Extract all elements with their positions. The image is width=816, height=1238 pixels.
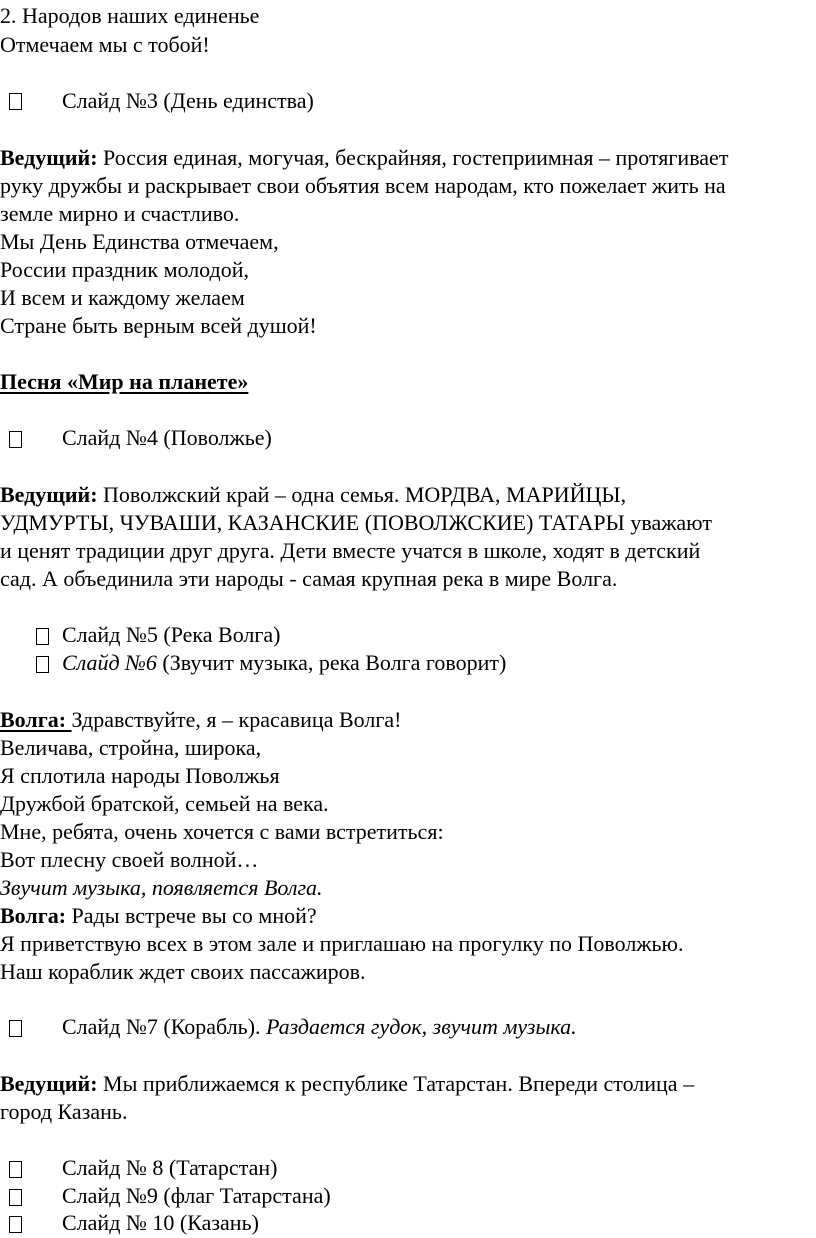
paragraph-line: Я приветствую всех в этом зале и приглашаю на прогулку по Поволжью. xyxy=(0,931,684,956)
slide-item: Слайд №4 (Поволжье) xyxy=(62,425,272,450)
paragraph-text: Россия единая, могучая, бескрайняя, гостеприимная – протягивает xyxy=(97,145,729,170)
paragraph-line xyxy=(0,706,401,734)
square-bullet-icon xyxy=(9,93,22,110)
paragraph-line: город Казань. xyxy=(0,1099,128,1124)
slide-item xyxy=(62,649,506,677)
slide-desc: Слайд №7 (Корабль). xyxy=(62,1014,267,1039)
paragraph-line: Наш кораблик ждет своих пассажиров. xyxy=(0,959,366,984)
square-bullet-icon xyxy=(9,431,22,448)
speaker-label: Ведущий: xyxy=(0,145,98,170)
square-bullet-icon xyxy=(9,1161,22,1178)
paragraph-line xyxy=(0,1070,694,1098)
paragraph-text: Рады встрече вы со мной? xyxy=(66,903,317,928)
square-bullet-icon xyxy=(36,628,49,645)
speaker-label: Волга: xyxy=(0,903,67,928)
poem-line: 2. Народов наших единенье xyxy=(0,3,260,28)
slide-item: Слайд №3 (День единства) xyxy=(62,88,314,113)
poem-line: Мне, ребята, очень хочется с вами встретиться: xyxy=(0,819,444,844)
slide-item: Слайд № 10 (Казань) xyxy=(62,1210,259,1235)
square-bullet-icon xyxy=(9,1189,22,1206)
slide-item: Слайд №9 (флаг Татарстана) xyxy=(62,1183,331,1208)
slide-number: Слайд №6 xyxy=(62,650,157,675)
paragraph-text: Мы приближаемся к республике Татарстан. Впереди столица – xyxy=(97,1071,695,1096)
paragraph-line: и ценят традиции друг друга. Дети вместе учатся в школе, ходят в детский xyxy=(0,538,701,563)
slide-desc: (Звучит музыка, река Волга говорит) xyxy=(156,650,507,675)
square-bullet-icon xyxy=(9,1216,22,1233)
paragraph-line xyxy=(0,902,317,930)
speaker-label: Волга: xyxy=(0,707,72,732)
poem-line: Вот плесну своей волной… xyxy=(0,847,259,872)
paragraph-line: земле мирно и счастливо. xyxy=(0,201,240,226)
stage-direction: Раздается гудок, звучит музыка. xyxy=(266,1014,577,1039)
paragraph-line: УДМУРТЫ, ЧУВАШИ, КАЗАНСКИЕ (ПОВОЛЖСКИЕ) ТАТАРЫ уважают xyxy=(0,510,712,535)
slide-item: Слайд №5 (Река Волга) xyxy=(62,622,281,647)
paragraph-line xyxy=(0,144,728,172)
poem-line: России праздник молодой, xyxy=(0,257,250,282)
paragraph-text: Поволжский край – одна семья. МОРДВА, МАРИЙЦЫ, xyxy=(97,482,627,507)
paragraph-text: Здравствуйте, я – красавица Волга! xyxy=(71,707,402,732)
song-title: Песня «Мир на планете» xyxy=(0,369,249,394)
poem-line: Величава, стройна, широка, xyxy=(0,735,262,760)
square-bullet-icon xyxy=(9,1020,22,1037)
poem-line: Мы День Единства отмечаем, xyxy=(0,229,279,254)
paragraph-line xyxy=(0,481,626,509)
poem-line: Я сплотила народы Поволжья xyxy=(0,763,280,788)
slide-item: Слайд № 8 (Татарстан) xyxy=(62,1155,278,1180)
poem-line: И всем и каждому желаем xyxy=(0,285,245,310)
slide-item xyxy=(62,1013,577,1041)
speaker-label: Ведущий: xyxy=(0,482,98,507)
speaker-label: Ведущий: xyxy=(0,1071,98,1096)
poem-line: Отмечаем мы с тобой! xyxy=(0,32,210,57)
square-bullet-icon xyxy=(36,656,49,673)
stage-direction: Звучит музыка, появляется Волга. xyxy=(0,875,323,900)
paragraph-line: сад. А объединила эти народы - самая крупная река в мире Волга. xyxy=(0,566,618,591)
poem-line: Стране быть верным всей душой! xyxy=(0,313,317,338)
poem-line: Дружбой братской, семьей на века. xyxy=(0,791,329,816)
paragraph-line: руку дружбы и раскрывает свои объятия всем народам, кто пожелает жить на xyxy=(0,173,726,198)
